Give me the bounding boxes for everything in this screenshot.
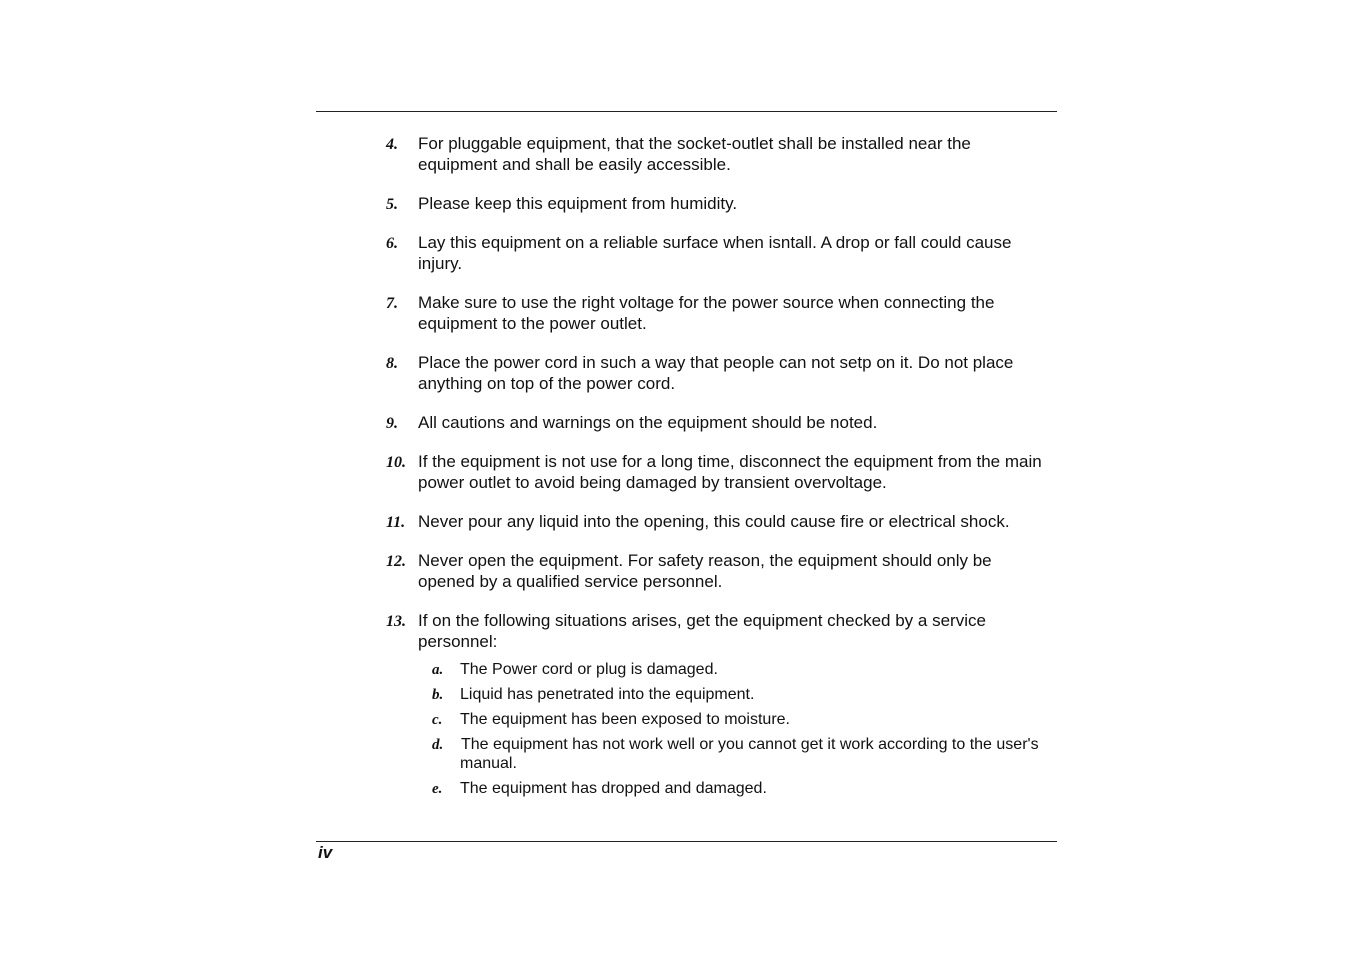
- sub-list-item: [432, 660, 1076, 679]
- list-item: [386, 193, 1076, 214]
- list-item: [386, 550, 1076, 592]
- sub-item-text: The equipment has not work well or you cannot get it work according to the user's manual.: [460, 736, 1039, 772]
- item-text: Make sure to use the right voltage for the power source when connecting the equipment to the power outlet.: [418, 293, 995, 333]
- list-item: [386, 412, 1076, 433]
- item-number: 5.: [386, 196, 398, 213]
- item-text: Never pour any liquid into the opening, this could cause fire or electrical shock.: [418, 512, 1010, 531]
- item-number: 7.: [386, 295, 398, 312]
- sub-item-text: The equipment has dropped and damaged.: [460, 780, 767, 797]
- item-text: For pluggable equipment, that the socket-outlet shall be installed near the equipment and shall be easily accessible.: [418, 134, 971, 174]
- item-number: 8.: [386, 355, 398, 372]
- item-number: 4.: [386, 136, 398, 153]
- item-text: Please keep this equipment from humidity.: [418, 194, 738, 213]
- footer-rule: [316, 841, 1057, 842]
- page-number: iv: [318, 843, 333, 862]
- header-rule: [316, 111, 1057, 112]
- item-text: Lay this equipment on a reliable surface when isntall. A drop or fall could cause injury.: [418, 233, 1012, 273]
- item-text: All cautions and warnings on the equipment should be noted.: [418, 413, 878, 432]
- item-number: 6.: [386, 235, 398, 252]
- item-number: 10.: [386, 454, 406, 471]
- item-number: 11.: [386, 514, 406, 531]
- list-item: [386, 352, 1076, 394]
- sub-list-item: [432, 779, 1076, 798]
- item-number: 13.: [386, 613, 406, 630]
- sub-list: [432, 660, 1076, 798]
- list-item: [386, 133, 1076, 175]
- sub-list-item: [432, 710, 1076, 729]
- sub-item-letter: d.: [432, 737, 444, 753]
- item-text: Place the power cord in such a way that people can not setp on it. Do not place anything on top of the power cord.: [418, 353, 1014, 393]
- sub-item-text: The Power cord or plug is damaged.: [460, 661, 718, 678]
- list-item: [386, 511, 1076, 532]
- sub-list-item: [432, 735, 1076, 773]
- list-item: [386, 451, 1076, 493]
- sub-item-letter: e.: [432, 781, 443, 797]
- list-item: [386, 610, 1076, 798]
- sub-list-item: [432, 685, 1076, 704]
- sub-item-letter: a.: [432, 662, 444, 678]
- item-text: If the equipment is not use for a long time, disconnect the equipment from the main power outlet to avoid being damaged by transient overvoltage.: [418, 452, 1042, 492]
- item-number: 9.: [386, 415, 398, 432]
- safety-instructions-list: [386, 133, 1076, 816]
- list-item: [386, 292, 1076, 334]
- list-item: [386, 232, 1076, 274]
- item-text: If on the following situations arises, get the equipment checked by a service personnel:: [418, 611, 986, 651]
- sub-item-letter: b.: [432, 687, 444, 703]
- sub-item-letter: c.: [432, 712, 443, 728]
- item-number: 12.: [386, 553, 406, 570]
- sub-item-text: Liquid has penetrated into the equipment.: [460, 686, 755, 703]
- item-text: Never open the equipment. For safety reason, the equipment should only be opened by a qualified service personnel.: [418, 551, 992, 591]
- sub-item-text: The equipment has been exposed to moisture.: [460, 711, 790, 728]
